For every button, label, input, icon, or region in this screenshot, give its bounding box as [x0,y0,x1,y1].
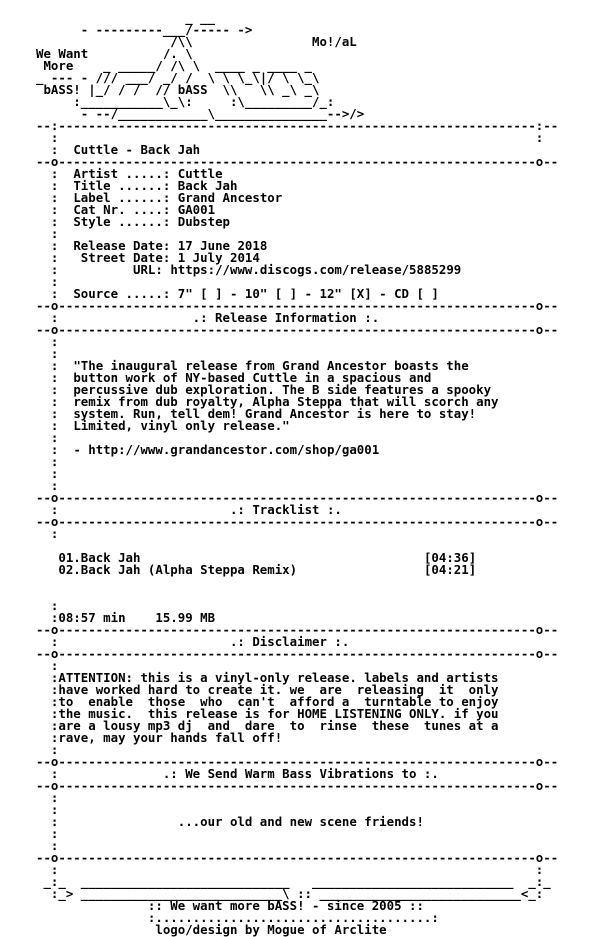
field-label: Title ......: [73,178,171,193]
track-title: 02.Back Jah (Alpha Steppa Remix) [58,562,298,577]
total-size: 15.99 MB [155,610,216,625]
field-label: Artist .....: [73,166,171,181]
description-line: percussive dub exploration. The B side features a spooky [73,382,492,397]
field-label: Style ......: [73,214,171,229]
description-source-link[interactable]: - http://www.grandancestor.com/shop/ga001 [73,442,380,457]
disclaimer-line: rave, may your hands fall off! [58,730,283,745]
field-label: Cat Nr. ....: [73,202,171,217]
section-disclaimer: .: Disclaimer :. [229,634,350,649]
source-value: 7" [ ] - 10" [ ] - 12" [X] - CD [ ] [177,286,439,301]
description-line: "The inaugural release from Grand Ancestor boasts the [73,358,469,373]
field-value: Cuttle [177,166,223,181]
release-date-label: Release Date: [73,238,171,253]
field-label: Label ......: [73,190,171,205]
description-line: Limited, vinyl only release." [73,418,290,433]
release-heading: Cuttle - Back Jah [73,142,201,157]
description-line: remix from dub royalty, Alpha Steppa that will scorch any [73,394,499,409]
track-duration: [04:36] [423,550,477,565]
disclaimer-line: to enable those who can't afford a turntable to enjoy [58,694,499,709]
section-tracklist: .: Tracklist :. [229,502,342,517]
field-value: Grand Ancestor [177,190,283,205]
source-label: Source .....: [73,286,171,301]
total-time: 08:57 min [58,610,126,625]
track-duration: [04:21] [423,562,477,577]
field-value: GA001 [177,202,216,217]
description-line: system. Run, tell dem! Grand Ancestor is here to stay! [73,406,477,421]
street-date-label: Street Date: [73,250,171,265]
disclaimer-line: have worked hard to create it. we are releasing it only [58,682,499,697]
nfo-document: _ __ - ---------___/----- -> /\\ Mo!/aL We Want /. \ More _ _____/ /\ \ ____ _ ____ _ _ --- - /// ___/ _/ / \ \ \_\|/ \ \_\ bASS! |_/ / / // bASS \\ \\ _\ _\ :___________\_\: :\_________/_: - --/____________\_______________-->/> --:----------------------------------------------------------------:-- : : : Cuttle - Back Jah --o----------------------------------------------------------------o-- : Artist .....: Cuttle : Title ......: Back Jah : Label ......: Grand Ancestor : Cat Nr. ....: GA001 : Style ......: Dubstep : : Release Date: 17 June 2018 : Street Date: 1 July 2014 : URL: https://www.discogs.com/release/5885299 : : Source .....: 7" [ ] - 10" [ ] - 12" [X] - CD [ ] --o----------------------------------------------------------------o-- : .: Release Information :. --o----------------------------------------------------------------o-- : : : "The inaugural release from Grand Ancestor boasts the : button work of NY-based Cuttle in a spacious and : percussive dub exploration. The B side features a spooky : remix from dub royalty, Alpha Steppa that will scorch any : system. Run, tell dem! Grand Ancestor is here to stay! : Limited, vinyl only release." : : - http://www.grandancestor.com/shop/ga001 : : : --o----------------------------------------------------------------o-- : .: Tracklist :. --o----------------------------------------------------------------o-- : 01.Back Jah [04:36] 02.Back Jah (Alpha Steppa Remix) [04:21] : :08:57 min 15.99 MB --o----------------------------------------------------------------o-- : .: Disclaimer :. --o----------------------------------------------------------------o-- : :ATTENTION: this is a vinyl-only release. labels and artists :have worked hard to create it. we are releasing it only :to enable those who can't afford a turntable to enjoy :the music. this release is for HOME LISTENING ONLY. if you :are a lousy mp3 dj and dare to rinse these tunes at a :rave, may your hands fall off! : --o----------------------------------------------------------------o-- : .: We Send Warm Bass Vibrations to :. --o----------------------------------------------------------------o-- : : : ...our old and new scene friends! : : --o----------------------------------------------------------------o-- : : _:_ ____________________________ ___________________________ _:_ :_> ___________________________\ :: ___________________________<_: :: We want more bASS! - since 2005 :: :.....................................: logo/design by Mogue of Arclite [36,10,559,937]
url-label: URL: [73,262,163,277]
release-date-value: 17 June 2018 [177,238,268,253]
discogs-url[interactable]: https://www.discogs.com/release/5885299 [170,262,462,277]
field-value: Dubstep [177,214,230,229]
disclaimer-line: ATTENTION: this is a vinyl-only release. labels and artists [58,670,499,685]
track-title: 01.Back Jah [58,550,141,565]
header-art: _ __ - ---------___/----- -> /\\ Mo!/aL We Want /. \ More _ _____/ /\ \ ____ _ ____ _ _ --- - /// ___/ _/ / \ \ \_\|/ \ \_\ bASS! |_/ / / // bASS \\ \\ _\ _\ :___________\_\: :\_________/_: - --/____________\_______________-->/> [36,10,365,121]
disclaimer-line: are a lousy mp3 dj and dare to rinse these tunes at a [58,718,499,733]
section-greetings: .: We Send Warm Bass Vibrations to :. [162,766,439,781]
field-value: Back Jah [177,178,238,193]
disclaimer-line: the music. this release is for HOME LISTENING ONLY. if you [58,706,499,721]
street-date-value: 1 July 2014 [177,250,260,265]
greetings-text: ...our old and new scene friends! [177,814,424,829]
description-line: button work of NY-based Cuttle in a spacious and [73,370,432,385]
footer-slogan: We want more bASS! - since 2005 [170,898,402,913]
footer-credit: logo/design by Mogue of Arclite [155,922,387,937]
section-release-info: .: Release Information :. [192,310,380,325]
